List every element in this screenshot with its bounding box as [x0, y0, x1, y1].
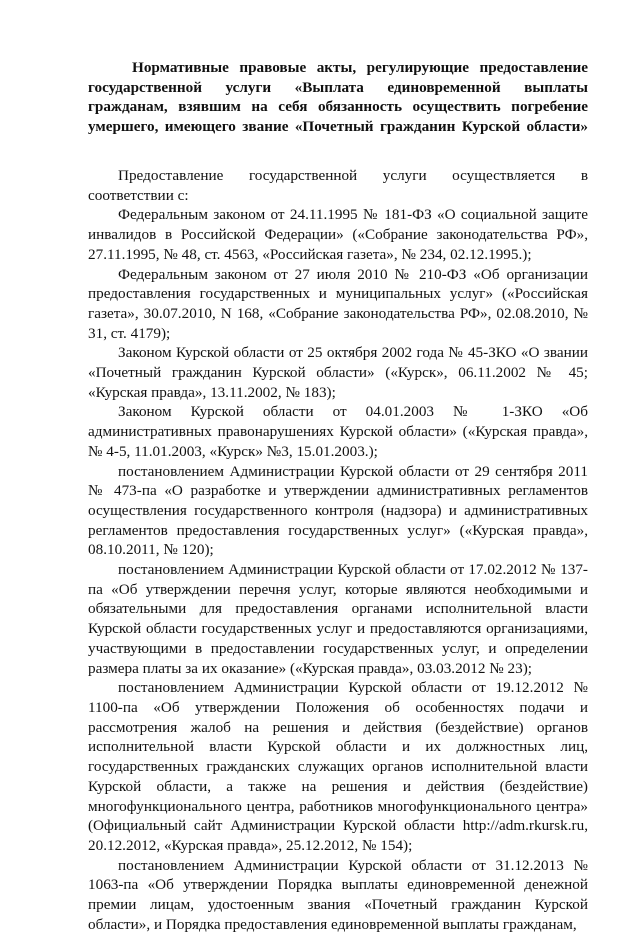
- intro-paragraph: Предоставление государственной услуги осуществляется в соответствии с:: [88, 167, 588, 204]
- paragraph-resolution-1100: постановлением Администрации Курской области от 19.12.2012 № 1100-па «Об утверждении Положения об особенностях подачи и рассмотрения жалоб на решения и действия (бездействие) органов исполнительной власти Курской области и их должностных лиц, государственных гражданских служащих органов исполнительной власти Курской области, а также на решения и действия (бездействие) многофункционального центра, работников многофункционального центра» (Официальный сайт Администрации Курской области http://adm.rkursk.ru, 20.12.2012, «Курская правда», 25.12.2012, № 154);: [88, 679, 588, 854]
- paragraph-federal-law-210: Федеральным законом от 27 июля 2010 № 210-ФЗ «Об организации предоставления государственных и муниципальных услуг» («Российская газета», 30.07.2010, N 168, «Собрание законодательства РФ», 02.08.2010, № 31, ст. 4179);: [88, 265, 588, 342]
- paragraph-resolution-137: постановлением Администрации Курской области от 17.02.2012 № 137-па «Об утверждении перечня услуг, которые являются необходимыми и обязательными для предоставления органами исполнительной власти Курской области государственных услуг и предоставляются организациями, участвующими в предоставлении государственных услуг, и определении размера платы за их оказание» («Курская правда», 03.03.2012 № 23);: [88, 561, 588, 677]
- document-title: Нормативные правовые акты, регулирующие предоставление государственной услуги «Выплата единовременной выплаты гражданам, взявшим на себя обязанность осуществить погребение умершего, имеющего звание «Почетный гражданин Курской области»: [88, 59, 588, 135]
- paragraph-kursk-law-45: Законом Курской области от 25 октября 2002 года № 45-ЗКО «О звании «Почетный гражданин Курской области» («Курск», 06.11.2002 № 45; «Курская правда», 13.11.2002, № 183);: [88, 344, 588, 401]
- paragraph-federal-law-181: Федеральным законом от 24.11.1995 № 181-ФЗ «О социальной защите инвалидов в Российской Федерации» («Собрание законодательства РФ», 27.11.1995, № 48, ст. 4563, «Российская газета», № 234, 02.12.1995.);: [88, 206, 588, 263]
- paragraph-resolution-473: постановлением Администрации Курской области от 29 сентября 2011 № 473-па «О разработке и утверждении административных регламентов осуществления государственного контроля (надзора) и административных регламентов предоставления государственных услуг» («Курская правда», 08.10.2011, № 120);: [88, 462, 588, 559]
- paragraph-kursk-law-1: Законом Курской области от 04.01.2003 № 1-ЗКО «Об административных правонарушениях Курской области» («Курская правда», № 4-5, 11.01.2003, «Курск» №3, 15.01.2003.);: [88, 403, 588, 460]
- paragraph-resolution-1063: постановлением Администрации Курской области от 31.12.2013 № 1063-па «Об утверждении Порядка выплаты единовременной денежной премии лицам, удостоенным звания «Почетный гражданин Курской области», и Порядка предоставления единовременной выплаты гражданам,: [88, 856, 588, 933]
